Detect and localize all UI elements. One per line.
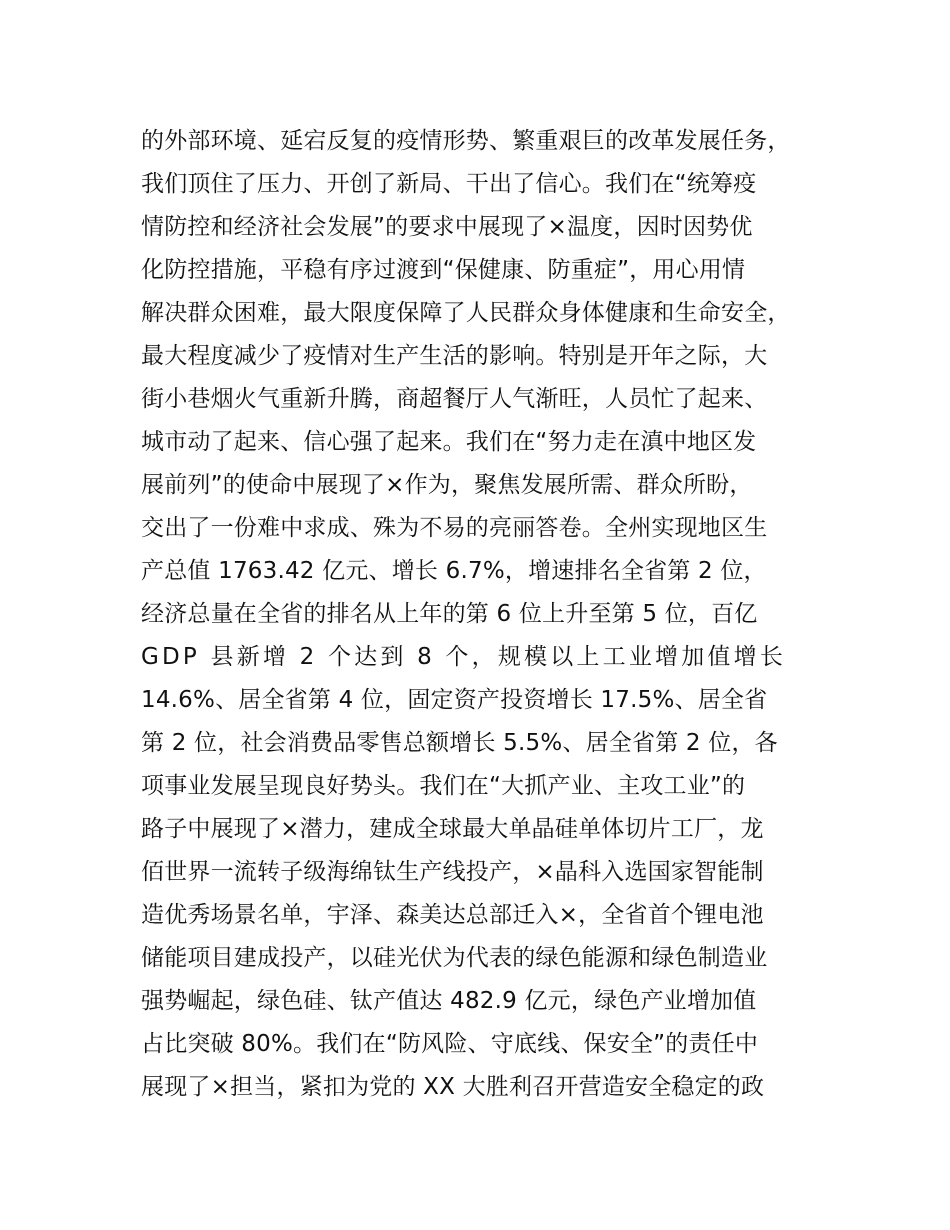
text-line-11: 产总值 1763.42 亿元、增长 6.7%，增速排名全省第 2 位， xyxy=(141,558,767,584)
text-line-22: 占比突破 80%。我们在“防风险、守底线、保安全”的责任中 xyxy=(141,1031,759,1057)
text-line-8: 城市动了起来、信心强了起来。我们在“努力走在滇中地区发 xyxy=(141,429,757,455)
text-line-19: 造优秀场景名单，宇泽、森美达总部迁入×，全省首个锂电池 xyxy=(141,902,764,928)
text-line-23: 展现了×担当，紧扣为党的 XX 大胜利召开营造安全稳定的政 xyxy=(141,1074,765,1100)
text-line-21: 强势崛起，绿色硅、钛产值达 482.9 亿元，绿色产业增加值 xyxy=(141,988,757,1014)
text-line-14: 14.6%、居全省第 4 位，固定资产投资增长 17.5%、居全省 xyxy=(141,687,768,713)
text-line-9: 展前列”的使命中展现了×作为，聚焦发展所需、群众所盼， xyxy=(141,472,753,498)
text-line-16: 项事业发展呈现良好势头。我们在“大抓产业、主攻工业”的 xyxy=(141,773,746,799)
text-line-4: 化防控措施，平稳有序过渡到“保健康、防重症”，用心用情 xyxy=(141,257,746,283)
text-line-5: 解决群众困难，最大限度保障了人民群众身体健康和生命安全， xyxy=(141,300,791,326)
text-line-12: 经济总量在全省的排名从上年的第 6 位上升至第 5 位，百亿 xyxy=(141,601,758,627)
body-text xyxy=(141,120,841,1109)
text-line-3: 情防控和经济社会发展”的要求中展现了×温度，因时因势优 xyxy=(141,214,753,240)
text-line-18: 佰世界一流转子级海绵钛生产线投产，×晶科入选国家智能制 xyxy=(141,859,764,885)
text-line-13: GDP 县新增 2 个达到 8 个，规模以上工业增加值增长 xyxy=(141,644,787,670)
text-line-7: 街小巷烟火气重新升腾，商超餐厅人气渐旺，人员忙了起来、 xyxy=(141,386,768,412)
text-line-6: 最大程度减少了疫情对生产生活的影响。特别是开年之际，大 xyxy=(141,343,768,369)
text-line-1: 的外部环境、延宕反复的疫情形势、繁重艰巨的改革发展任务， xyxy=(141,128,791,154)
text-line-15: 第 2 位，社会消费品零售总额增长 5.5%、居全省第 2 位，各 xyxy=(141,730,778,756)
text-line-10: 交出了一份难中求成、殊为不易的亮丽答卷。全州实现地区生 xyxy=(141,515,768,541)
text-line-2: 我们顶住了压力、开创了新局、干出了信心。我们在“统筹疫 xyxy=(141,171,757,197)
text-line-20: 储能项目建成投产，以硅光伏为代表的绿色能源和绿色制造业 xyxy=(141,945,768,971)
text-line-17: 路子中展现了×潜力，建成全球最大单晶硅单体切片工厂，龙 xyxy=(141,816,764,842)
